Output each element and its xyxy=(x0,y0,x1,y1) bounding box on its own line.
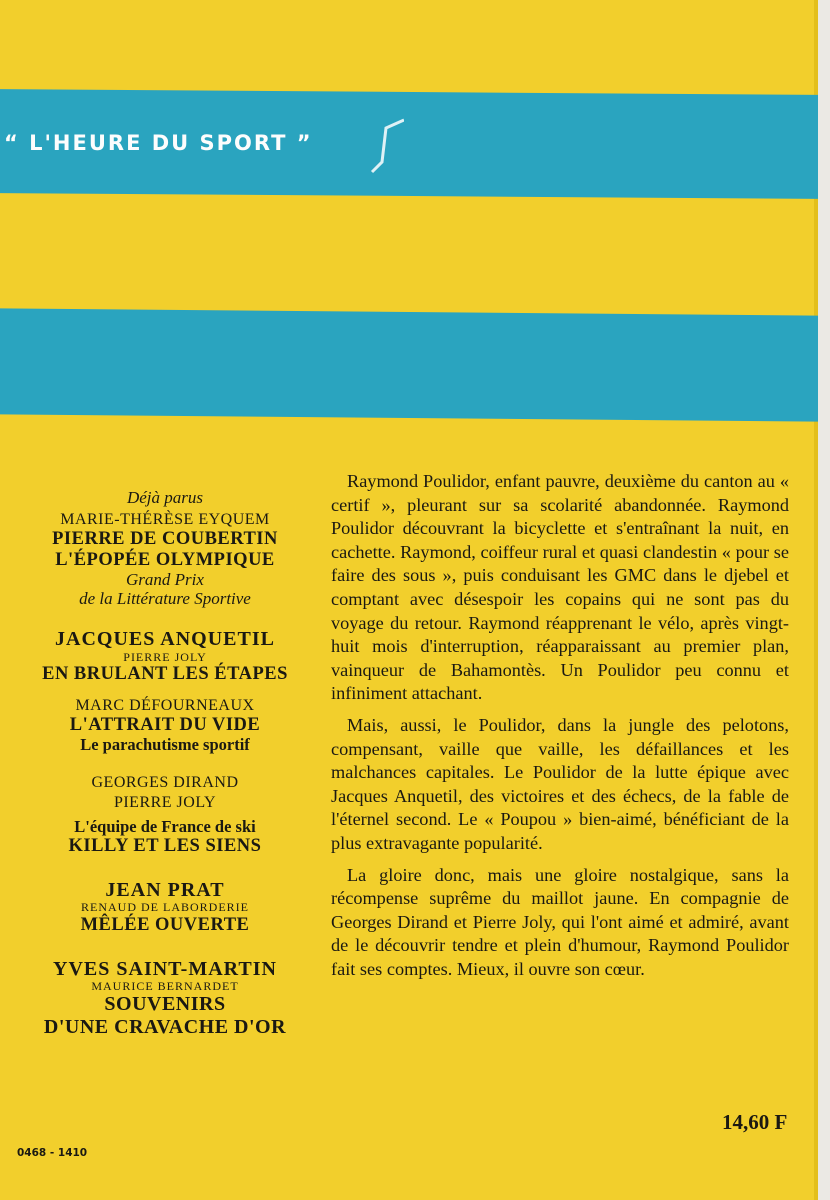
book-title: L'ÉPOPÉE OLYMPIQUE xyxy=(55,549,275,570)
middle-blue-band xyxy=(0,308,818,421)
cover-crease xyxy=(364,0,404,190)
previous-titles-list xyxy=(0,488,330,1038)
book-subtitle: L'équipe de France de ski xyxy=(74,816,256,836)
price-label: 14,60 F xyxy=(722,1110,788,1134)
book-coauthor: PIERRE JOLY xyxy=(113,793,217,811)
blurb-paragraph: Raymond Poulidor, enfant pauvre, deuxième du canton au « certif », pleurant sur sa scolarité abandonnée. Raymond Poulidor découvrant la bicyclette et s'entraînant la nuit, en cachette. Raymond, coiffeur rural et quasi clandestin « pour se faire des sous », puis conduisant les GMC dans le djebel et comptant avec désespoir les copains qui ne sont pas du voyage du retour. Raymond réapprenant le vélo, après vingt-huit mois d'interruption, réapparaissant au premier plan, vainqueur de Bahamontès. Un Poulidor peu connu et infiniment attachant. xyxy=(331,471,789,704)
book-author: JEAN PRAT xyxy=(105,879,225,902)
book-author: GEORGES DIRAND xyxy=(91,774,239,792)
blurb-text xyxy=(331,470,789,989)
book-title: KILLY ET LES SIENS xyxy=(68,836,262,857)
book-title: L'ATTRAIT DU VIDE xyxy=(69,714,261,735)
book-title: PIERRE DE COUBERTIN xyxy=(52,528,278,549)
book-author: JACQUES ANQUETIL xyxy=(55,628,275,651)
book-title: EN BRULANT LES ÉTAPES xyxy=(42,664,288,685)
page-edge xyxy=(818,0,830,1200)
book-author: MARC DÉFOURNEAUX xyxy=(75,696,255,714)
catalog-code: 0468 - 1410 xyxy=(17,1147,88,1159)
book-coauthor: MAURICE BERNARDET xyxy=(91,979,239,994)
book-prize: Grand Prix xyxy=(126,570,204,590)
book-coauthor: PIERRE JOLY xyxy=(123,649,207,664)
series-title: “ L'HEURE DU SPORT ” xyxy=(4,131,313,155)
book-author: YVES SAINT-MARTIN xyxy=(53,957,277,980)
book-title: D'UNE CRAVACHE D'OR xyxy=(43,1015,287,1038)
book-title: MÊLÉE OUVERTE xyxy=(80,914,250,935)
blurb-paragraph: La gloire donc, mais une gloire nostalgique, sans la récompense suprême du maillot jaune. En compagnie de Georges Dirand et Pierre Joly, qui l'ont aimé et admiré, avant de le découvrir tendre et plein d'humour, Raymond Poulidor fait ses comptes. Mieux, il ouvre son cœur. xyxy=(331,864,789,979)
book-subtitle: Le parachutisme sportif xyxy=(80,734,250,754)
already-published-heading: Déjà parus xyxy=(126,488,204,507)
book-coauthor: RENAUD DE LABORDERIE xyxy=(81,900,249,915)
blurb-paragraph: Mais, aussi, le Poulidor, dans la jungle des pelotons, compensant, vaille que vaille, les défaillances et les malchances capitales. Le Poulidor de la lutte épique avec Jacques Anquetil, des victoires et des échecs, de la fable de l'éternel second. Le « Poupou » bien-aimé, bénéficiant de la plus extravagante popularité. xyxy=(331,714,789,853)
book-title: SOUVENIRS xyxy=(104,993,226,1016)
book-author: MARIE-THÉRÈSE EYQUEM xyxy=(60,511,270,529)
book-prize: de la Littérature Sportive xyxy=(79,589,251,609)
